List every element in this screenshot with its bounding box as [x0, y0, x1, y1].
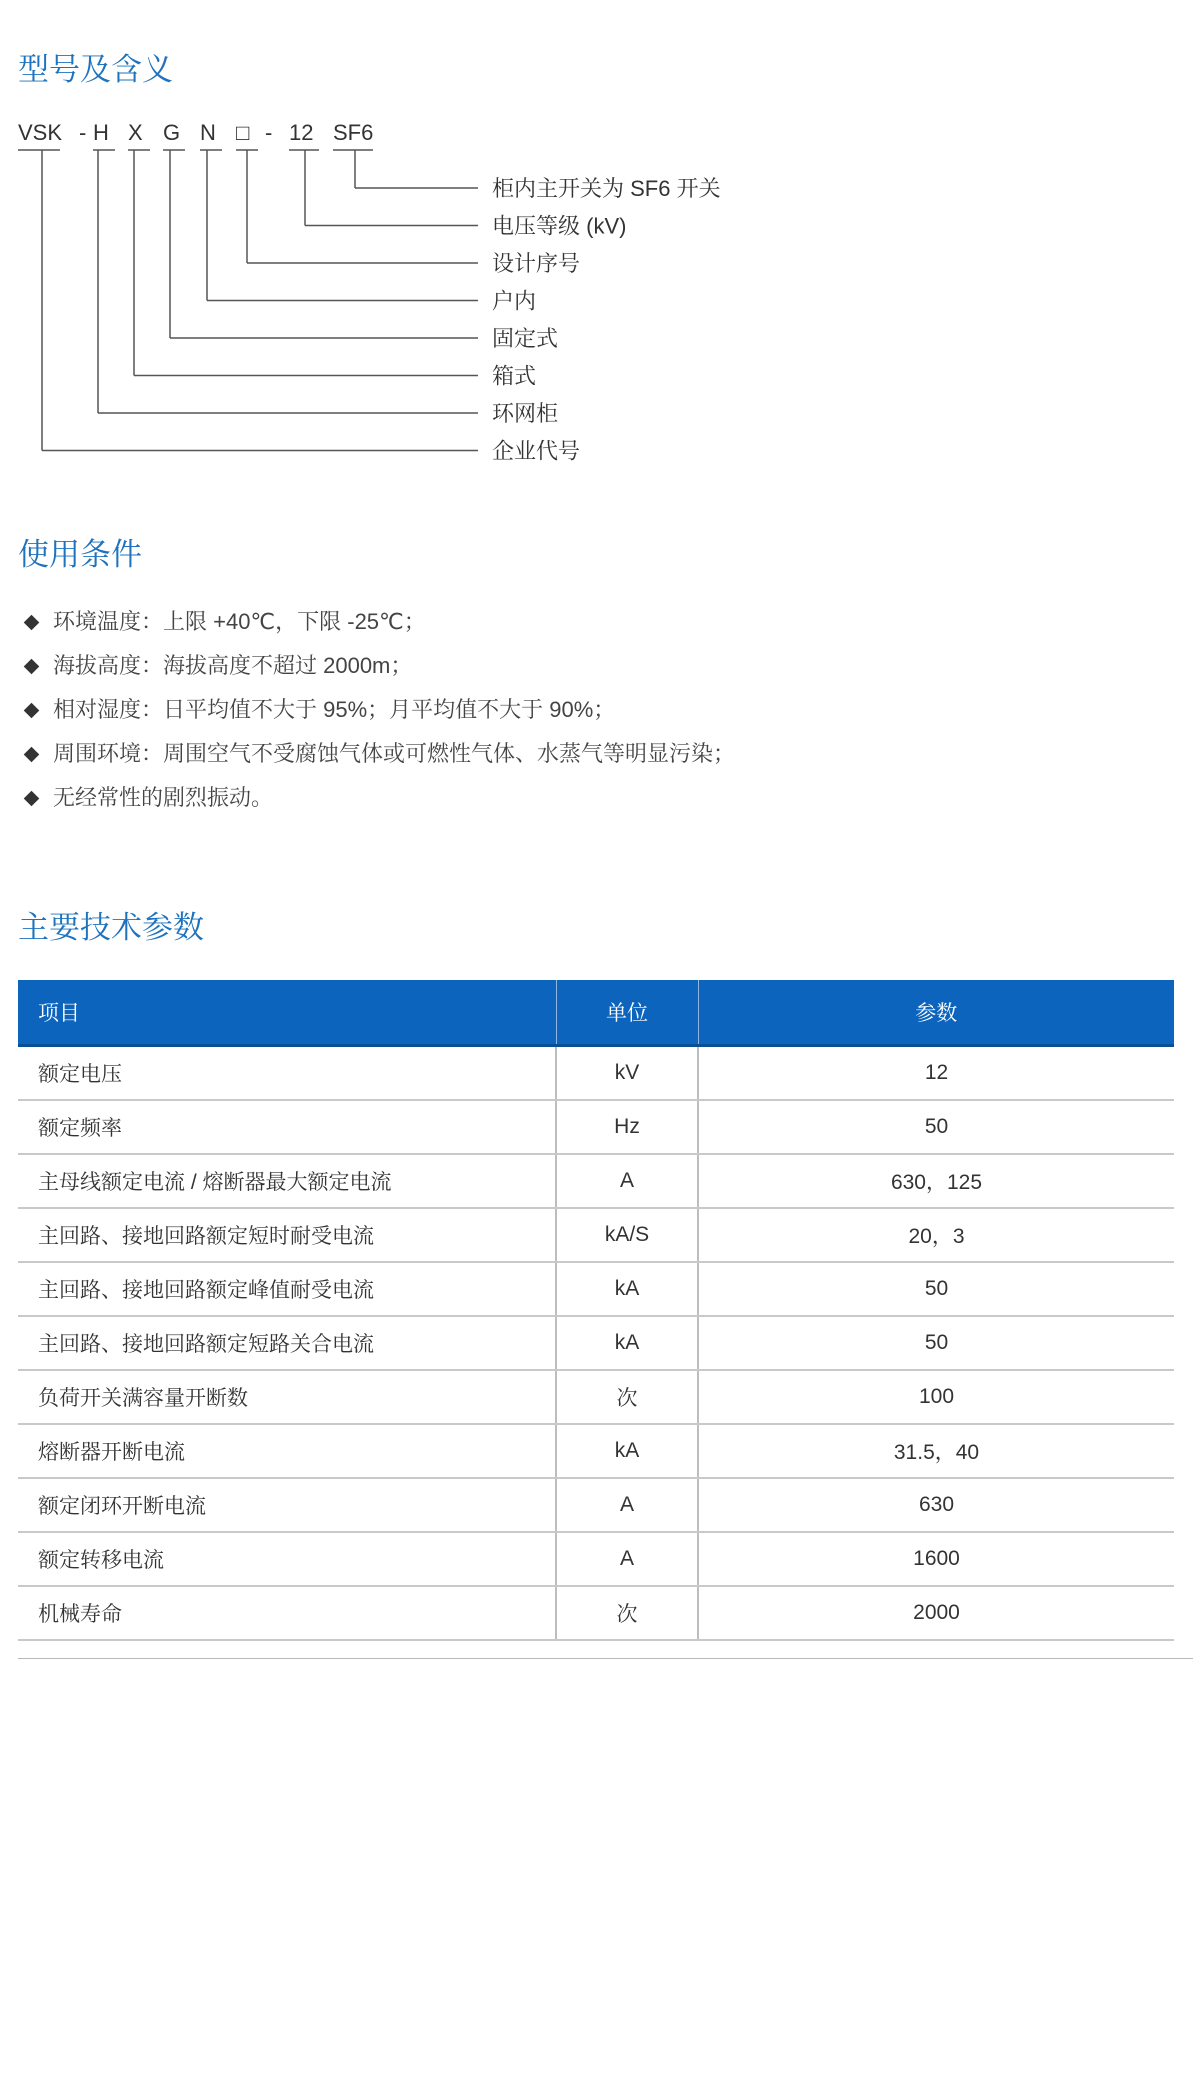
meaning-label-2: 设计序号: [492, 251, 581, 276]
unit-cell: kV: [556, 1046, 698, 1101]
diamond-bullet-icon: [24, 790, 40, 806]
meaning-label-7: 企业代号: [492, 438, 581, 464]
diamond-bullet-icon: [24, 746, 40, 762]
condition-text: 海拔高度：海拔高度不超过 2000m；: [53, 653, 413, 678]
table-row: [18, 1208, 1174, 1262]
item-cell: 熔断器开断电流: [18, 1424, 556, 1478]
specs-heading: 主要技术参数: [18, 910, 204, 945]
table-row: [18, 1370, 1174, 1424]
meaning-label-5: 箱式: [492, 363, 537, 389]
unit-cell: 次: [556, 1370, 698, 1424]
condition-text: 环境温度：上限 +40℃，下限 -25℃；: [53, 609, 426, 634]
unit-cell: A: [556, 1478, 698, 1532]
table-row: [18, 1046, 1174, 1101]
diamond-bullet-icon: [24, 658, 40, 674]
code-part-1: -: [79, 120, 87, 145]
item-cell: 主回路、接地回路额定峰值耐受电流: [18, 1262, 556, 1316]
spec-table: [18, 980, 1174, 1641]
condition-item: [22, 600, 735, 644]
value-cell: 630，125: [698, 1154, 1174, 1208]
value-cell: 20，3: [698, 1208, 1174, 1262]
value-cell: 50: [698, 1262, 1174, 1316]
item-cell: 额定闭环开断电流: [18, 1478, 556, 1532]
col-header-value: 参数: [698, 980, 1174, 1046]
unit-cell: Hz: [556, 1100, 698, 1154]
code-part-8: 12: [289, 120, 314, 145]
value-cell: 31.5，40: [698, 1424, 1174, 1478]
item-cell: 额定电压: [18, 1046, 556, 1101]
condition-item: [22, 688, 735, 732]
table-row: [18, 1154, 1174, 1208]
value-cell: 100: [698, 1370, 1174, 1424]
table-row: [18, 1478, 1174, 1532]
code-part-3: X: [128, 120, 143, 145]
value-cell: 2000: [698, 1586, 1174, 1640]
diamond-bullet-icon: [24, 614, 40, 630]
table-row: [18, 1586, 1174, 1640]
meaning-label-3: 户内: [492, 288, 537, 314]
diamond-bullet-icon: [24, 702, 40, 718]
item-cell: 负荷开关满容量开断数: [18, 1370, 556, 1424]
table-row: [18, 1262, 1174, 1316]
value-cell: 1600: [698, 1532, 1174, 1586]
unit-cell: kA: [556, 1316, 698, 1370]
value-cell: 50: [698, 1316, 1174, 1370]
unit-cell: kA/S: [556, 1208, 698, 1262]
condition-item: [22, 644, 735, 688]
unit-cell: kA: [556, 1262, 698, 1316]
meaning-label-0: 柜内主开关为 SF6 开关: [492, 176, 721, 201]
spec-table-header-row: [18, 980, 1174, 1046]
table-row: [18, 1532, 1174, 1586]
item-cell: 主母线额定电流 / 熔断器最大额定电流: [18, 1154, 556, 1208]
code-part-2: H: [93, 120, 109, 145]
unit-cell: A: [556, 1532, 698, 1586]
code-part-9: SF6: [333, 120, 374, 145]
code-part-0: VSK: [18, 120, 63, 145]
unit-cell: kA: [556, 1424, 698, 1478]
unit-cell: A: [556, 1154, 698, 1208]
condition-text: 相对湿度：日平均值不大于 95%；月平均值不大于 90%；: [53, 697, 616, 722]
bottom-divider: [18, 1658, 1193, 1659]
code-part-5: N: [200, 120, 216, 145]
value-cell: 12: [698, 1046, 1174, 1101]
item-cell: 主回路、接地回路额定短路关合电流: [18, 1316, 556, 1370]
unit-cell: 次: [556, 1586, 698, 1640]
item-cell: 机械寿命: [18, 1586, 556, 1640]
value-cell: 630: [698, 1478, 1174, 1532]
conditions-list: [22, 600, 735, 820]
conditions-heading: 使用条件: [18, 537, 142, 572]
condition-item: [22, 732, 735, 776]
meaning-label-4: 固定式: [492, 326, 559, 351]
code-part-6: □: [236, 120, 250, 145]
model-code-diagram: [0, 0, 1200, 480]
condition-item: [22, 776, 735, 820]
item-cell: 主回路、接地回路额定短时耐受电流: [18, 1208, 556, 1262]
item-cell: 额定频率: [18, 1100, 556, 1154]
code-part-7: -: [265, 120, 273, 145]
table-row: [18, 1100, 1174, 1154]
meaning-label-6: 环网柜: [492, 401, 559, 426]
col-header-unit: 单位: [556, 980, 698, 1046]
table-row: [18, 1424, 1174, 1478]
condition-text: 无经常性的剧烈振动。: [53, 785, 274, 810]
condition-text: 周围环境：周围空气不受腐蚀气体或可燃性气体、水蒸气等明显污染；: [53, 741, 736, 766]
col-header-item: 项目: [18, 980, 556, 1046]
model-heading: 型号及含义: [18, 52, 173, 87]
value-cell: 50: [698, 1100, 1174, 1154]
item-cell: 额定转移电流: [18, 1532, 556, 1586]
meaning-label-1: 电压等级 (kV): [492, 213, 627, 239]
table-row: [18, 1316, 1174, 1370]
code-part-4: G: [163, 120, 181, 145]
